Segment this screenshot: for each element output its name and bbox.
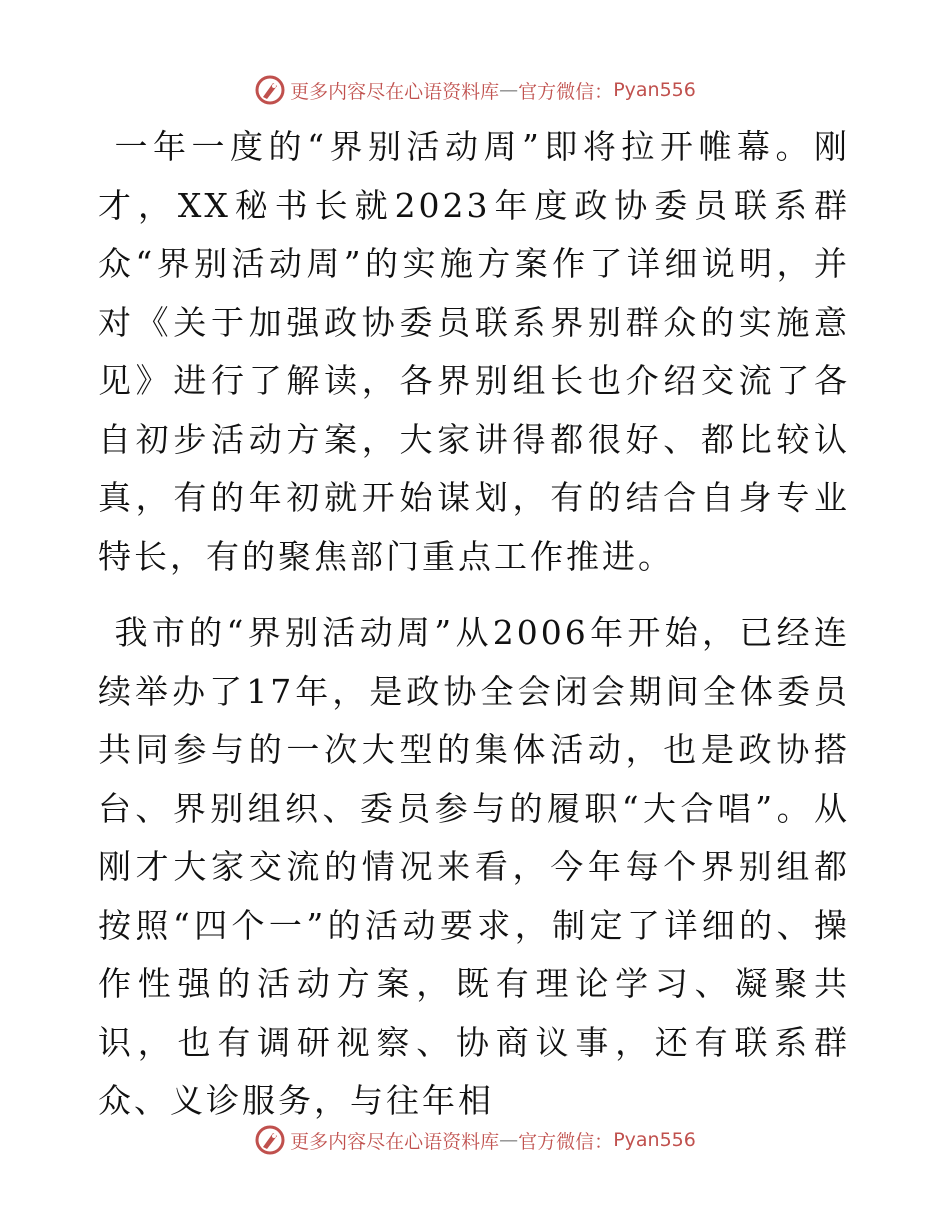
header-watermark (0, 70, 950, 110)
watermark-site-text: 更多内容尽在心语资料库 (290, 80, 500, 103)
document-body (98, 118, 850, 1131)
watermark-dash: — (499, 79, 519, 101)
watermark-wechat-label: 官方微信： (518, 1130, 614, 1153)
body-paragraph-1: 一年一度的“界别活动周”即将拉开帷幕。刚才，XX秘书长就2023年度政协委员联系群众“界别活动周”的实施方案作了详细说明，并对《关于加强政协委员联系界别群众的实施意见》进行了解读，各界别组长也介绍交流了各自初步活动方案，大家讲得都很好、都比较认真，有的年初就开始谋划，有的结合自身专业特长，有的聚焦部门重点工作推进。 (98, 127, 850, 576)
pen-nib-logo-icon (254, 74, 286, 106)
watermark-dash: — (499, 1129, 519, 1151)
footer-watermark (0, 1120, 950, 1160)
watermark-site-text: 更多内容尽在心语资料库 (290, 1130, 500, 1153)
body-paragraph-2: 我市的“界别活动周”从2006年开始，已经连续举办了17年，是政协全会闭会期间全体委员共同参与的一次大型的集体活动，也是政协搭台、界别组织、委员参与的履职“大合唱”。从刚才大家交流的情况来看，今年每个界别组都按照“四个一”的活动要求，制定了详细的、操作性强的活动方案，既有理论学习、凝聚共识，也有调研视察、协商议事，还有联系群众、义诊服务，与往年相 (98, 613, 850, 1120)
pen-nib-logo-icon (254, 1124, 286, 1156)
watermark-wechat-id: Pyan556 (613, 79, 696, 101)
watermark-wechat-id: Pyan556 (613, 1129, 696, 1151)
watermark-wechat-label: 官方微信： (518, 80, 614, 103)
